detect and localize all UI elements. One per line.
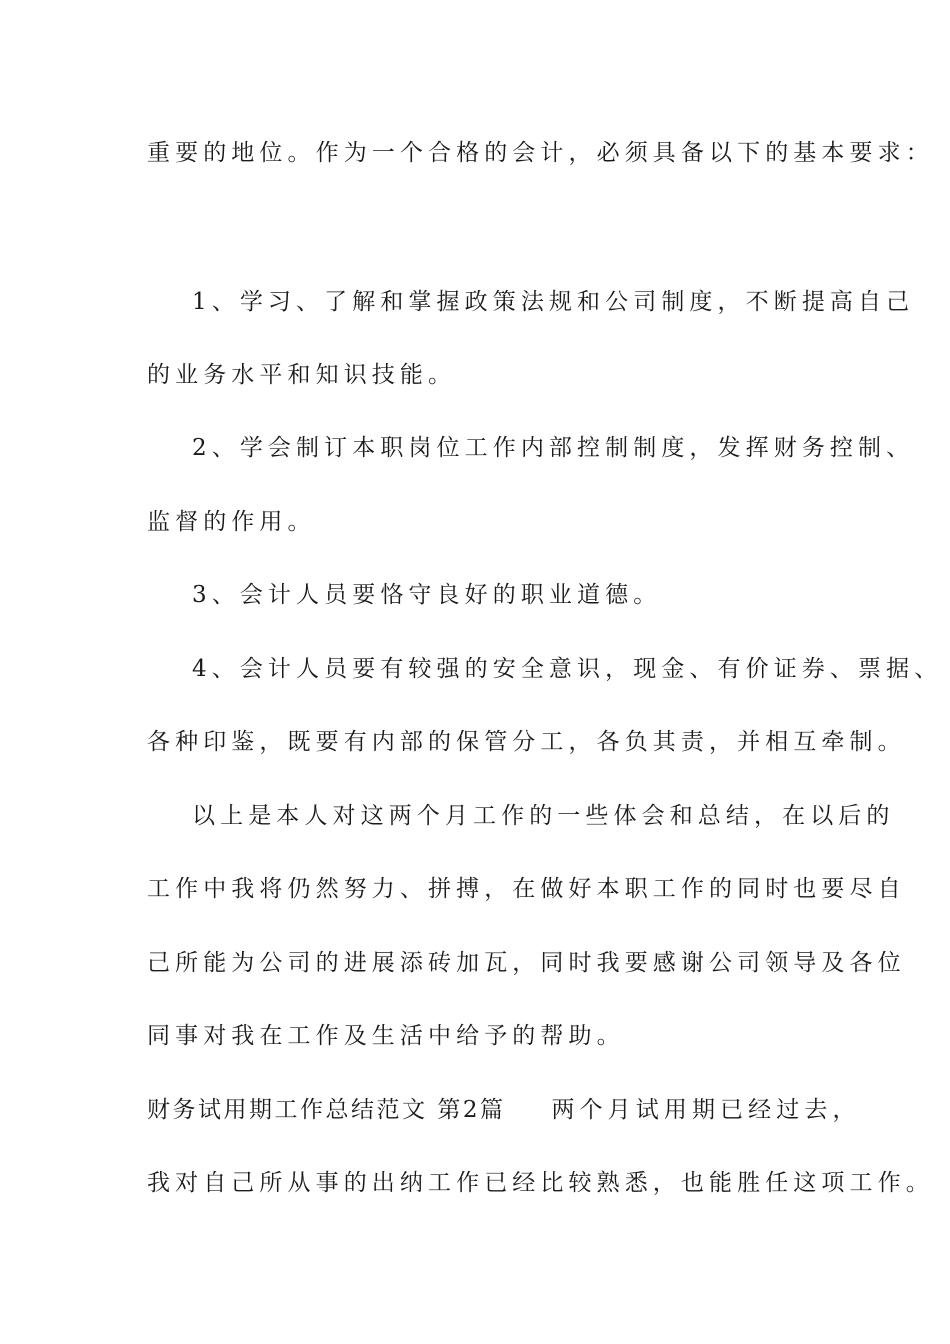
summary-paragraph-line: 同事对我在工作及生活中给予的帮助。 xyxy=(147,1023,625,1049)
list-item-1-continuation: 的业务水平和知识技能。 xyxy=(147,362,457,388)
section-title: 财务试用期工作总结范文 xyxy=(147,1097,428,1123)
summary-paragraph-line: 以上是本人对这两个月工作的一些体会和总结，在以后的 xyxy=(192,803,895,829)
list-item-4-continuation: 各种印鉴，既要有内部的保管分工，各负其责，并相互牵制。 xyxy=(147,729,906,755)
section-heading-row xyxy=(147,1095,861,1125)
section-first-text: 两个月试用期已经过去， xyxy=(551,1097,861,1123)
list-item-2-continuation: 监督的作用。 xyxy=(147,509,316,535)
section-number: 第2篇 xyxy=(437,1097,506,1123)
list-item-2-line: 2、学会制订本职岗位工作内部控制制度，发挥财务控制、 xyxy=(192,435,915,461)
section-continuation-line: 我对自己所从事的出纳工作已经比较熟悉，也能胜任这项工作。 xyxy=(147,1170,934,1196)
list-item-4-line: 4、会计人员要有较强的安全意识，现金、有价证券、票据、 xyxy=(192,656,943,682)
summary-paragraph-line: 己所能为公司的进展添砖加瓦，同时我要感谢公司领导及各位 xyxy=(147,950,906,976)
paragraph-line: 重要的地位。作为一个合格的会计，必须具备以下的基本要求： xyxy=(147,140,934,166)
list-item-3-line: 3、会计人员要恪守良好的职业道德。 xyxy=(192,582,662,608)
summary-paragraph-line: 工作中我将仍然努力、拼搏，在做好本职工作的同时也要尽自 xyxy=(147,876,906,902)
list-item-1-line: 1、学习、了解和掌握政策法规和公司制度，不断提高自己 xyxy=(192,289,915,315)
